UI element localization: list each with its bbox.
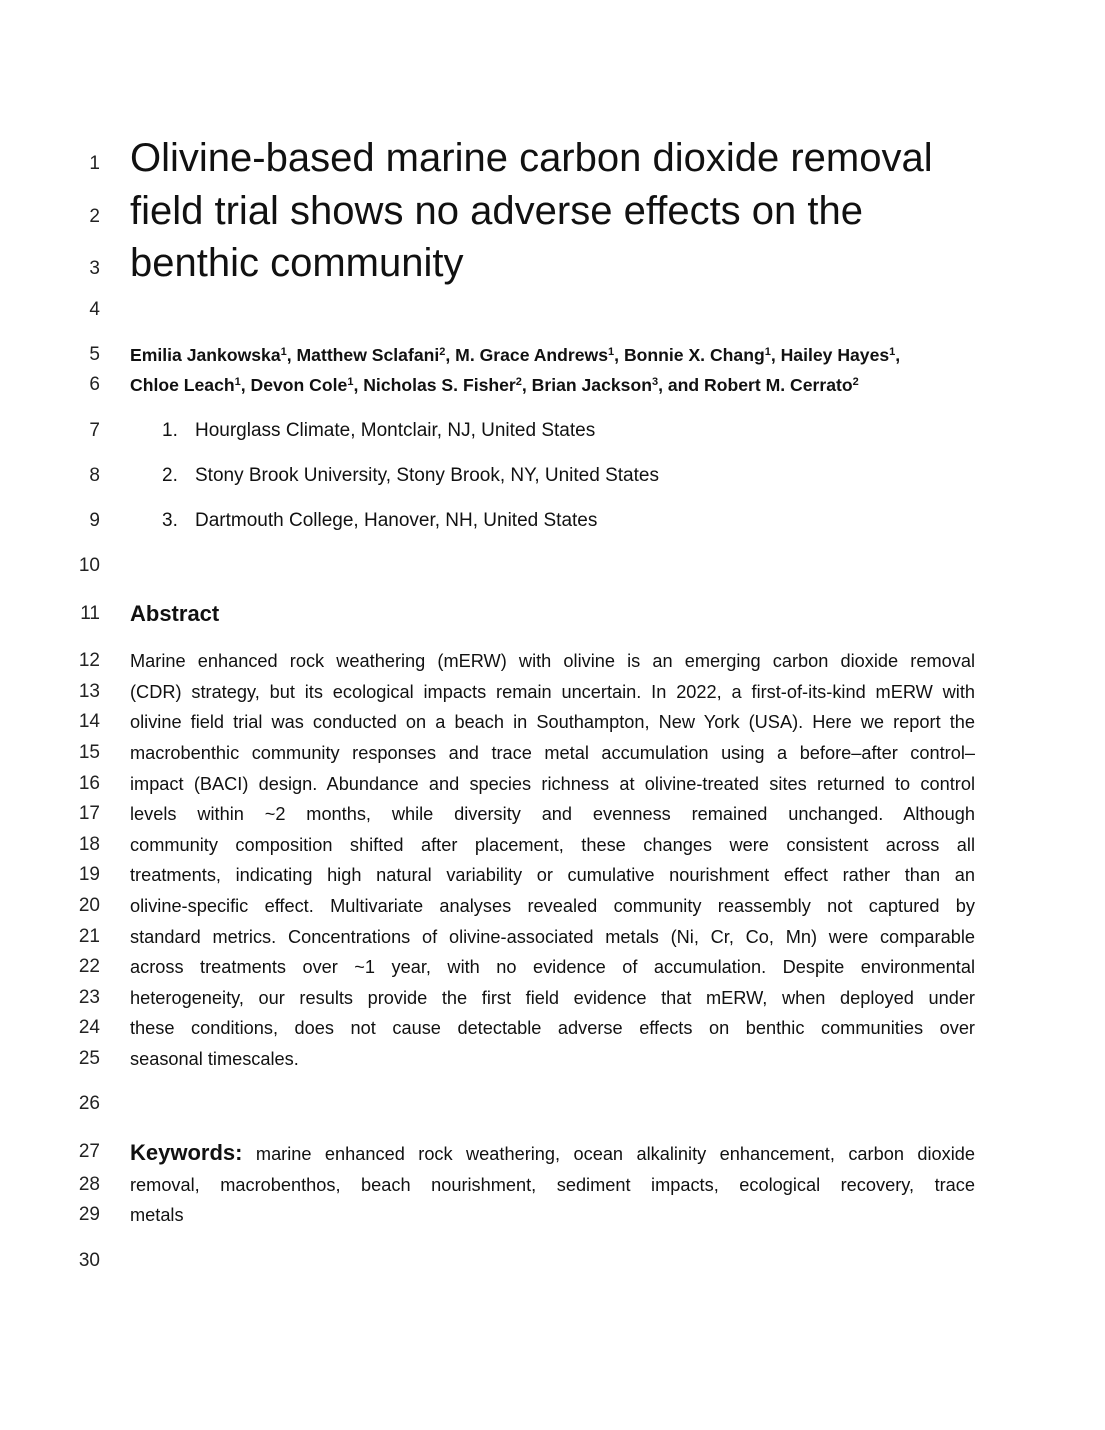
line-number: 29 bbox=[78, 1204, 100, 1225]
title-line: Olivine-based marine carbon dioxide removal bbox=[130, 136, 933, 180]
author-affiliation-mark: 1 bbox=[764, 346, 771, 358]
abstract-line: standard metrics. Concentrations of olivine-associated metals (Ni, Cr, Co, Mn) were comparable bbox=[130, 927, 975, 947]
line-number: 12 bbox=[78, 650, 100, 671]
author-name: Emilia Jankowska bbox=[130, 345, 281, 365]
line-number: 5 bbox=[89, 344, 100, 365]
line-number: 11 bbox=[80, 603, 100, 624]
line-number: 1 bbox=[89, 153, 100, 174]
author-name: Bonnie X. Chang bbox=[623, 345, 765, 365]
line-number: 19 bbox=[78, 864, 100, 885]
affiliation-text: Dartmouth College, Hanover, NH, United States bbox=[195, 510, 598, 531]
abstract-line: seasonal timescales. bbox=[130, 1049, 299, 1069]
line-number: 28 bbox=[78, 1174, 100, 1195]
abstract-line: olivine field trial was conducted on a beach in Southampton, New York (USA). Here we report the bbox=[130, 712, 975, 732]
line-number: 23 bbox=[78, 987, 100, 1008]
line-number: 30 bbox=[78, 1250, 100, 1271]
line-number: 21 bbox=[78, 926, 100, 947]
author-name: M. Grace Andrews bbox=[455, 345, 609, 365]
title-line: benthic community bbox=[130, 241, 464, 285]
line-number: 18 bbox=[78, 834, 100, 855]
affiliation-text: Hourglass Climate, Montclair, NJ, United States bbox=[195, 420, 596, 441]
abstract-line: macrobenthic community responses and trace metal accumulation using a before–after control– bbox=[130, 743, 975, 763]
line-number: 14 bbox=[78, 711, 100, 732]
author-affiliation-mark: 1 bbox=[347, 376, 354, 388]
author-affiliation-mark: 2 bbox=[515, 376, 522, 388]
line-number: 4 bbox=[89, 299, 100, 320]
author-name: Matthew Sclafani bbox=[296, 345, 440, 365]
author-affiliation-mark: 1 bbox=[280, 346, 287, 358]
line-number: 17 bbox=[78, 803, 100, 824]
abstract-line: levels within ~2 months, while diversity and evenness remained unchanged. Although bbox=[130, 804, 975, 824]
keywords-line: metals bbox=[130, 1205, 184, 1225]
author-affiliation-mark: 3 bbox=[651, 376, 659, 388]
affiliation-item bbox=[162, 465, 659, 487]
author-name: Devon Cole bbox=[250, 375, 348, 395]
affiliation-number: 2. bbox=[162, 465, 178, 486]
author-affiliation-mark: 1 bbox=[608, 346, 615, 358]
author-affiliation-mark: 2 bbox=[439, 346, 446, 358]
author-list-line: Chloe Leach$^1$, Devon Cole$^1$, Nicholas S. Fisher$^2$, Brian Jackson$^3$, and Robert M. Cerrato$^2$ bbox=[130, 375, 859, 395]
keywords-line: removal, macrobenthos, beach nourishment, sediment impacts, ecological recovery, trace bbox=[130, 1175, 975, 1195]
line-number: 26 bbox=[78, 1093, 100, 1114]
author-name: Hailey Hayes bbox=[780, 345, 890, 365]
line-number: 15 bbox=[78, 742, 100, 763]
line-number: 24 bbox=[78, 1017, 100, 1038]
keywords-text: marine enhanced rock weathering, ocean alkalinity enhancement, carbon dioxide bbox=[255, 1144, 976, 1164]
abstract-line: community composition shifted after placement, these changes were consistent across all bbox=[130, 835, 975, 855]
affiliation-item bbox=[162, 420, 595, 442]
line-number: 2 bbox=[89, 206, 100, 227]
author-name: and Robert M. Cerrato bbox=[667, 375, 853, 395]
line-number: 8 bbox=[89, 465, 100, 486]
author-name: Chloe Leach bbox=[130, 375, 235, 395]
abstract-line: heterogeneity, our results provide the first field evidence that mERW, when deployed under bbox=[130, 988, 975, 1008]
title-line: field trial shows no adverse effects on the bbox=[130, 189, 864, 233]
line-number: 6 bbox=[89, 374, 100, 395]
keywords-label: Keywords: bbox=[130, 1140, 243, 1165]
affiliation-item bbox=[162, 510, 597, 532]
affiliation-number: 1. bbox=[162, 420, 178, 441]
line-number: 7 bbox=[89, 420, 100, 441]
abstract-line: impact (BACI) design. Abundance and species richness at olivine-treated sites returned to control bbox=[130, 774, 975, 794]
line-number: 3 bbox=[89, 258, 100, 279]
line-number: 25 bbox=[78, 1048, 100, 1069]
abstract-line: these conditions, does not cause detectable adverse effects on benthic communities over bbox=[130, 1018, 975, 1038]
line-number: 20 bbox=[78, 895, 100, 916]
abstract-heading: Abstract bbox=[130, 601, 220, 626]
author-affiliation-mark: 2 bbox=[852, 376, 859, 388]
author-affiliation-mark: 1 bbox=[234, 376, 241, 388]
line-number: 27 bbox=[78, 1141, 100, 1162]
affiliation-number: 3. bbox=[162, 510, 178, 531]
abstract-line: (CDR) strategy, but its ecological impacts remain uncertain. In 2022, a first-of-its-kind mERW with bbox=[130, 682, 975, 702]
author-name: Brian Jackson bbox=[531, 375, 652, 395]
author-list-line: Emilia Jankowska$^1$, Matthew Sclafani$^2$, M. Grace Andrews$^1$, Bonnie X. Chang$^1$, Hailey Hayes$^1$, bbox=[130, 345, 901, 365]
affiliation-text: Stony Brook University, Stony Brook, NY, United States bbox=[195, 465, 659, 486]
line-number: 13 bbox=[78, 681, 100, 702]
line-number: 10 bbox=[78, 555, 100, 576]
author-affiliation-mark: 1 bbox=[889, 346, 896, 358]
keywords-line bbox=[130, 1139, 975, 1168]
line-number: 9 bbox=[89, 510, 100, 531]
abstract-line: treatments, indicating high natural variability or cumulative nourishment effect rather than an bbox=[130, 865, 975, 885]
abstract-line: olivine-specific effect. Multivariate analyses revealed community reassembly not captured by bbox=[130, 896, 975, 916]
line-number: 16 bbox=[78, 773, 100, 794]
abstract-line: across treatments over ~1 year, with no evidence of accumulation. Despite environmental bbox=[130, 957, 975, 977]
author-name: Nicholas S. Fisher bbox=[363, 375, 516, 395]
abstract-line: Marine enhanced rock weathering (mERW) with olivine is an emerging carbon dioxide removal bbox=[130, 651, 975, 671]
line-number: 22 bbox=[78, 956, 100, 977]
